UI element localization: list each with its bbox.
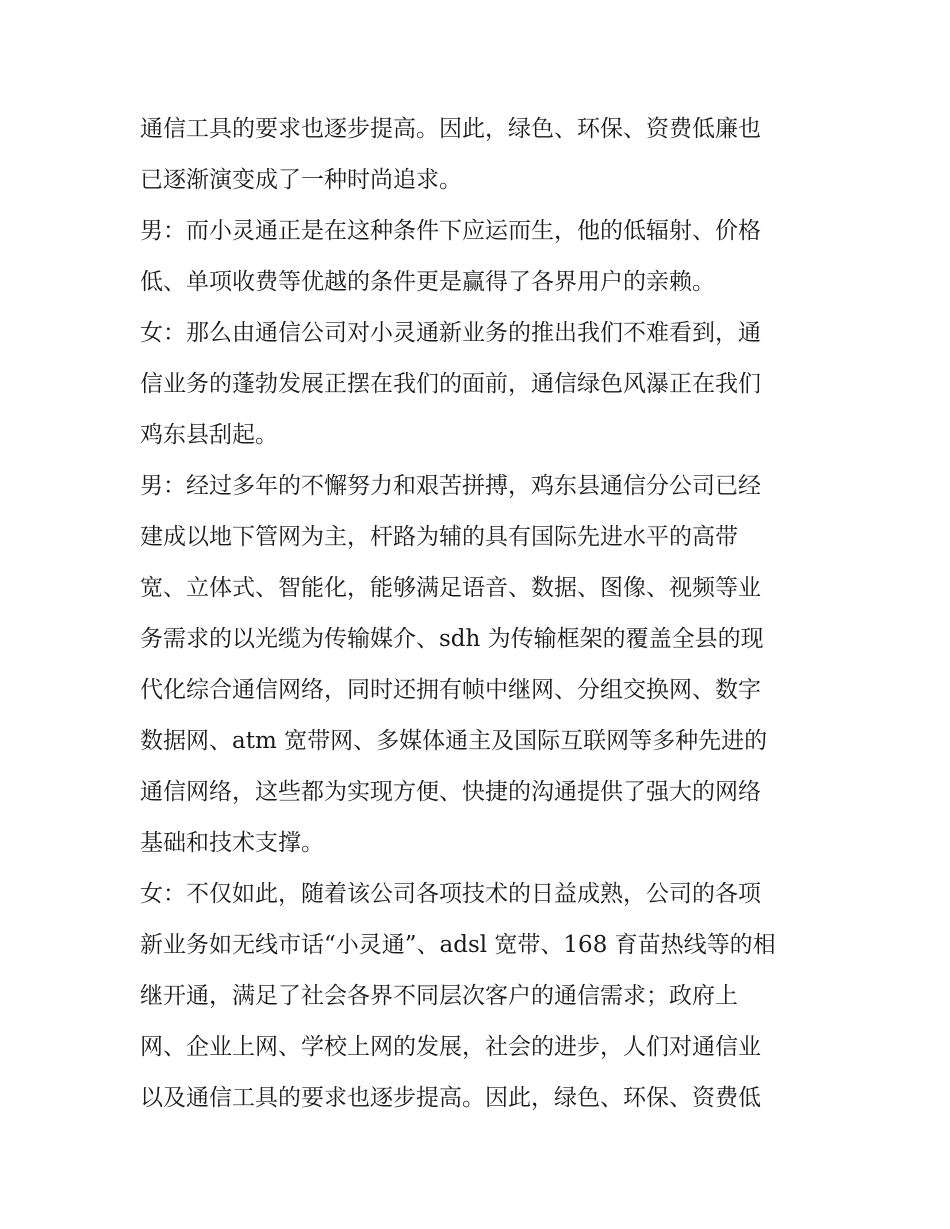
text-line: 务需求的以光缆为传输媒介、sdh 为传输框架的覆盖全县的现	[140, 626, 764, 652]
text-line: 低、单项收费等优越的条件更是赢得了各界用户的亲赖。	[140, 269, 715, 295]
text-line: 建成以地下管网为主，杆路为辅的具有国际先进水平的高带	[140, 524, 738, 550]
text-line: 女：不仅如此，随着该公司各项技术的日益成熟，公司的各项	[140, 881, 761, 907]
text-line: 女：那么由通信公司对小灵通新业务的推出我们不难看到，通	[140, 320, 761, 346]
text-line: 通信网络，这些都为实现方便、快捷的沟通提供了强大的网络	[140, 779, 761, 805]
text-line: 基础和技术支撑。	[140, 830, 324, 856]
text-line: 通信工具的要求也逐步提高。因此，绿色、环保、资费低廉也	[140, 116, 761, 142]
text-line: 宽、立体式、智能化，能够满足语音、数据、图像、视频等业	[140, 575, 761, 601]
text-line: 以及通信工具的要求也逐步提高。因此，绿色、环保、资费低	[140, 1085, 761, 1111]
text-line: 男：而小灵通正是在这种条件下应运而生，他的低辐射、价格	[140, 218, 761, 244]
text-line: 鸡东县刮起。	[140, 422, 278, 448]
text-line: 数据网、atm 宽带网、多媒体通主及国际互联网等多种先进的	[140, 728, 768, 754]
document-body	[140, 104, 820, 1124]
text-line: 新业务如无线市话“小灵通”、adsl 宽带、168 育苗热线等的相	[140, 932, 776, 958]
text-line: 继开通，满足了社会各界不同层次客户的通信需求；政府上	[140, 983, 738, 1009]
text-line: 网、企业上网、学校上网的发展，社会的进步，人们对通信业	[140, 1034, 761, 1060]
text-line: 信业务的蓬勃发展正摆在我们的面前，通信绿色风瀑正在我们	[140, 371, 761, 397]
text-line: 代化综合通信网络，同时还拥有帧中继网、分组交换网、数字	[140, 677, 761, 703]
text-line: 已逐渐演变成了一种时尚追求。	[140, 167, 462, 193]
text-line: 男：经过多年的不懈努力和艰苦拼搏，鸡东县通信分公司已经	[140, 473, 761, 499]
